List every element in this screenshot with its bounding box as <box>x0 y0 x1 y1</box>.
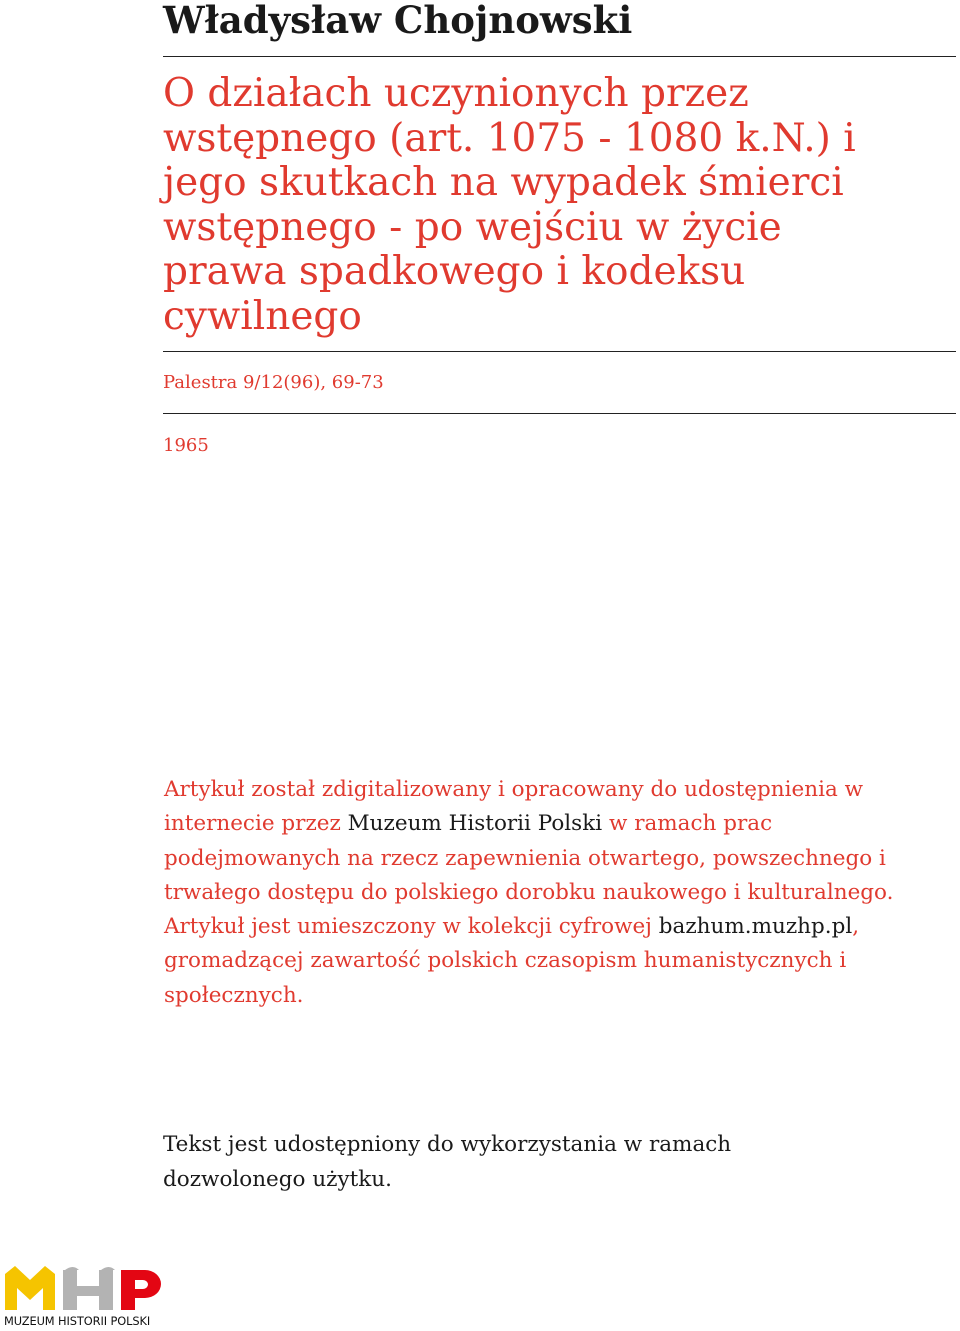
license-notice: Tekst jest udostępniony do wykorzystania w ramach dozwolonego użytku. <box>163 1132 732 1192</box>
title-line: wstępnego - po wejściu w życie <box>163 204 782 250</box>
logo-caption: MUZEUM HISTORII POLSKI <box>4 1314 151 1328</box>
title-line: O działach uczynionych przez <box>163 71 749 116</box>
notice-text: w ramach prac podejmowanych na rzecz zapewnienia otwartego, powszechnego i trwałego dostępu do polskiego dorobku naukowego i kulturalnego. Artykuł jest umieszczony w kolekcji cyfrowej <box>164 811 894 940</box>
museum-link[interactable]: Muzeum Historii Polski <box>347 811 603 837</box>
article-title <box>163 72 903 339</box>
title-line: cywilnego <box>163 293 362 339</box>
journal-divider <box>163 413 956 414</box>
title-line: prawa spadkowego i kodeksu <box>163 249 746 294</box>
mhp-logo-icon <box>3 1262 165 1314</box>
museum-logo <box>3 1262 165 1328</box>
title-divider <box>163 351 956 352</box>
notice-text: , gromadzącej zawartość polskich czasopism humanistycznych i społecznych. <box>164 914 860 1008</box>
logo-h-shape <box>63 1267 115 1310</box>
bazhum-link[interactable]: bazhum.muzhp.pl <box>658 914 853 940</box>
logo-p-shape <box>121 1270 161 1310</box>
digitization-notice <box>164 773 924 1013</box>
title-line: wstępnego (art. 1075 - 1080 k.N.) i <box>163 115 856 161</box>
author-name: Władysław Chojnowski <box>163 0 633 42</box>
title-line: jego skutkach na wypadek śmierci <box>163 160 844 205</box>
logo-m-shape <box>5 1266 55 1310</box>
journal-citation: Palestra 9/12(96), 69-73 <box>163 372 384 393</box>
publication-year: 1965 <box>163 435 209 456</box>
notice-text: Artykuł został zdigitalizowany i opracowany do udostępnienia w internecie przez <box>164 777 864 837</box>
top-divider <box>163 56 956 57</box>
